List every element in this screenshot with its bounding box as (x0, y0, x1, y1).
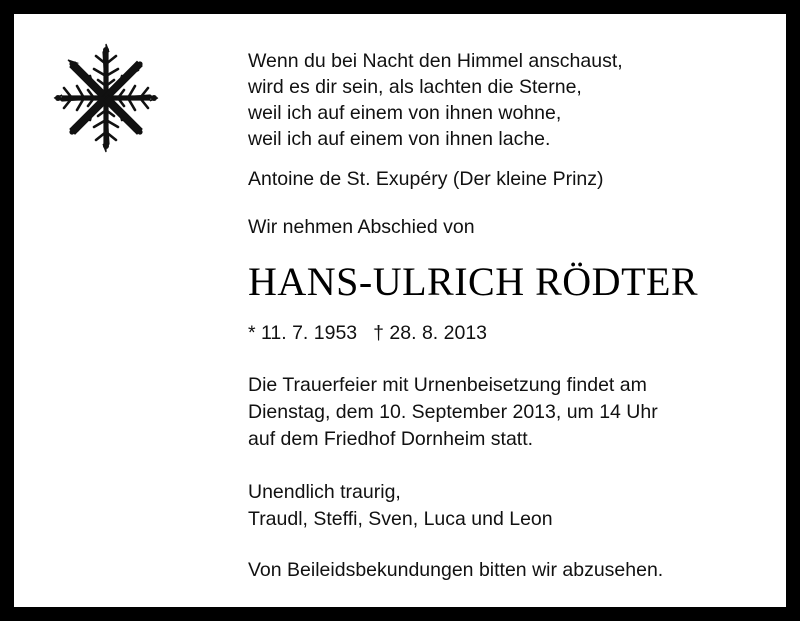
ceremony-line: auf dem Friedhof Dornheim statt. (248, 428, 534, 450)
condolences-note: Von Beileidsbekundungen bitten wir abzusehen. (248, 559, 664, 581)
deceased-name: HANS-ULRICH RÖDTER (248, 259, 699, 304)
notice-content (248, 38, 752, 583)
verse-block (248, 48, 752, 152)
life-dates (248, 320, 752, 346)
verse-attribution: Antoine de St. Exupéry (Der kleine Prinz) (248, 168, 604, 190)
ceremony-details (248, 372, 752, 453)
notice-inner (14, 14, 786, 607)
verse-line: weil ich auf einem von ihnen wohne, (248, 102, 562, 124)
verse-line: wird es dir sein, als lachten die Sterne, (248, 76, 582, 98)
birth-date: * 11. 7. 1953 (248, 322, 358, 344)
mourners-line: Unendlich traurig, (248, 481, 401, 503)
verse-line: weil ich auf einem von ihnen lache. (248, 128, 551, 150)
death-date: † 28. 8. 2013 (373, 322, 488, 344)
verse-line: Wenn du bei Nacht den Himmel anschaust, (248, 50, 623, 72)
mourners-line: Traudl, Steffi, Sven, Luca und Leon (248, 508, 553, 530)
snowflake-thistle-ornament-icon (46, 38, 166, 158)
ceremony-line: Die Trauerfeier mit Urnenbeisetzung findet am (248, 374, 647, 396)
mourners-block (248, 479, 752, 533)
farewell-text: Wir nehmen Abschied von (248, 216, 475, 238)
ceremony-line: Dienstag, dem 10. September 2013, um 14 Uhr (248, 401, 658, 423)
